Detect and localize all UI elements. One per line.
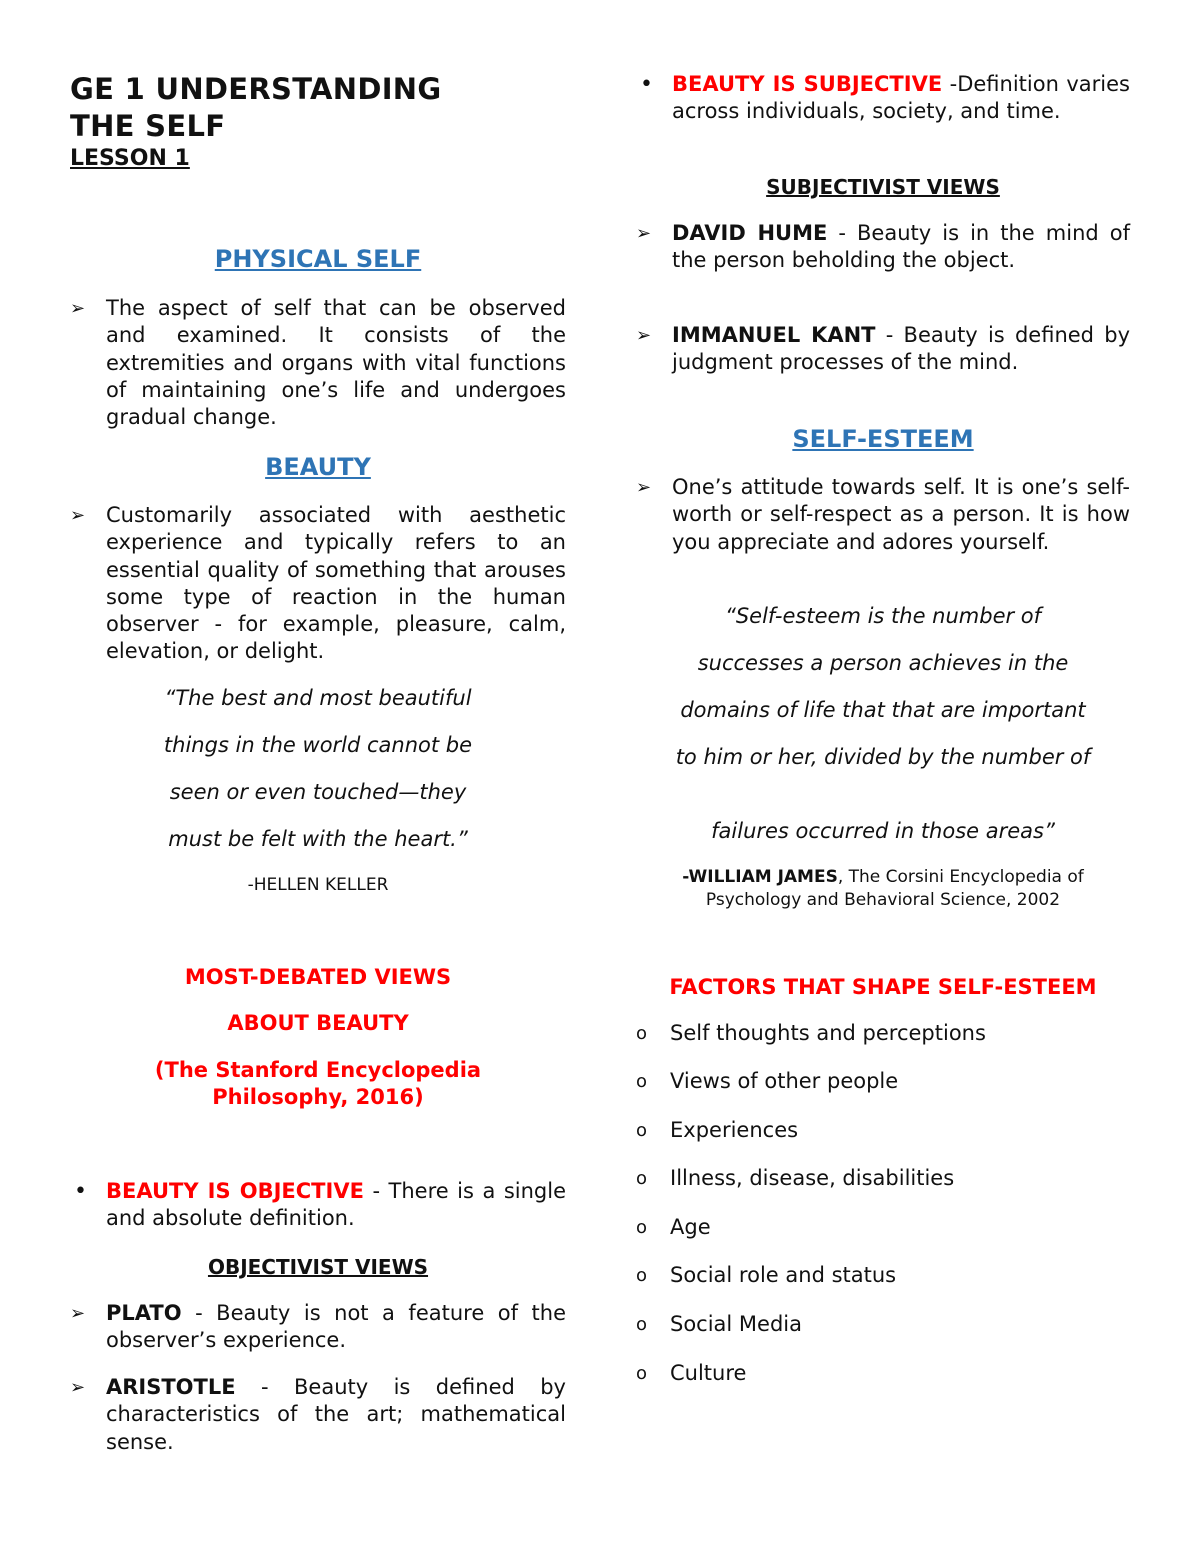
- beauty-item: [70, 502, 566, 666]
- dot-bullet-icon: •: [640, 72, 653, 97]
- keller-attribution: -HELLEN KELLER: [247, 875, 389, 895]
- factor-text: Self thoughts and perceptions: [670, 1021, 986, 1045]
- plato-name: PLATO: [106, 1301, 182, 1325]
- factor-item: [636, 1020, 1130, 1047]
- arrow-bullet-icon: ➢: [70, 298, 86, 319]
- factor-item: [636, 1214, 1130, 1241]
- subjectivist-views-heading: SUBJECTIVIST VIEWS: [766, 175, 1000, 199]
- subjective-text: -Definition varies across individuals, society, and time.: [672, 72, 1130, 124]
- arrow-bullet-icon: ➢: [636, 223, 652, 244]
- keller-quote-line: must be felt with the heart.”: [168, 827, 468, 851]
- beauty-heading: BEAUTY: [265, 453, 371, 481]
- physical-self-text: The aspect of self that can be observed and examined. It consists of the extremities and organs with vital functions of maintaining one’s life and undergoes gradual change.: [106, 296, 566, 430]
- james-quote-line: to him or her, divided by the number of: [675, 745, 1091, 769]
- factor-item: [636, 1311, 1130, 1338]
- kant-item: [636, 322, 1130, 377]
- factors-heading: FACTORS THAT SHAPE SELF-ESTEEM: [669, 975, 1097, 999]
- factor-text: Views of other people: [670, 1069, 899, 1093]
- self-esteem-text: One’s attitude towards self. It is one’s self-worth or self-respect as a person. It is how you appreciate and adores yourself.: [672, 475, 1130, 554]
- circle-bullet-icon: o: [636, 1023, 648, 1044]
- subjective-item: [636, 71, 1130, 126]
- factor-text: Experiences: [670, 1118, 799, 1142]
- objectivist-views-heading: OBJECTIVIST VIEWS: [207, 1255, 429, 1279]
- aristotle-text: - Beauty is defined by characteristics of the art; mathematical sense.: [106, 1375, 566, 1454]
- factor-item: [636, 1068, 1130, 1095]
- factor-item: [636, 1262, 1130, 1289]
- objective-label: BEAUTY IS OBJECTIVE: [106, 1179, 364, 1203]
- arrow-bullet-icon: ➢: [70, 1303, 86, 1324]
- objective-text: - There is a single and absolute definition.: [106, 1179, 566, 1231]
- james-quote-line: failures occurred in those areas”: [711, 819, 1055, 843]
- james-attribution: [636, 866, 1130, 889]
- circle-bullet-icon: o: [636, 1363, 648, 1384]
- factor-item: [636, 1117, 1130, 1144]
- arrow-bullet-icon: ➢: [70, 505, 86, 526]
- aristotle-name: ARISTOTLE: [106, 1375, 236, 1399]
- arrow-bullet-icon: ➢: [70, 1377, 86, 1398]
- circle-bullet-icon: o: [636, 1168, 648, 1189]
- factor-text: Social role and status: [670, 1263, 897, 1287]
- objective-item: [70, 1178, 566, 1233]
- kant-text: - Beauty is defined by judgment processes of the mind.: [672, 323, 1130, 375]
- document-title-line1: GE 1 UNDERSTANDING: [70, 72, 442, 106]
- kant-name: IMMANUEL KANT: [672, 323, 876, 347]
- self-esteem-heading: SELF-ESTEEM: [792, 425, 974, 453]
- circle-bullet-icon: o: [636, 1314, 648, 1335]
- subjective-label: BEAUTY IS SUBJECTIVE: [672, 72, 943, 96]
- james-attribution-line2: Psychology and Behavioral Science, 2002: [705, 890, 1061, 910]
- self-esteem-item: [636, 474, 1130, 556]
- debated-views-heading: MOST-DEBATED VIEWS: [184, 965, 452, 989]
- hume-text: - Beauty is in the mind of the person beholding the object.: [672, 221, 1131, 273]
- arrow-bullet-icon: ➢: [636, 325, 652, 346]
- circle-bullet-icon: o: [636, 1071, 648, 1092]
- james-quote-line: domains of life that that are important: [680, 698, 1086, 722]
- factor-item: [636, 1360, 1130, 1387]
- factor-item: [636, 1165, 1130, 1192]
- james-quote-line: successes a person achieves in the: [697, 651, 1069, 675]
- circle-bullet-icon: o: [636, 1120, 648, 1141]
- physical-self-heading: PHYSICAL SELF: [214, 245, 422, 273]
- factor-text: Culture: [670, 1361, 747, 1385]
- factor-text: Social Media: [670, 1312, 803, 1336]
- hume-name: DAVID HUME: [672, 221, 828, 245]
- physical-self-item: [70, 295, 566, 431]
- james-attribution-source: , The Corsini Encyclopedia of: [837, 867, 1084, 887]
- lesson-label: LESSON 1: [70, 146, 190, 171]
- james-quote-line: “Self-esteem is the number of: [724, 604, 1042, 628]
- debated-source-line2: Philosophy, 2016): [212, 1085, 424, 1109]
- arrow-bullet-icon: ➢: [636, 477, 652, 498]
- aristotle-item: [70, 1374, 566, 1456]
- plato-item: [70, 1300, 566, 1355]
- beauty-text: Customarily associated with aesthetic experience and typically refers to an essential quality of something that arouses some type of reaction in the human observer - for example, pleasure, calm, elevation, or delight.: [106, 503, 566, 664]
- keller-quote-line: things in the world cannot be: [163, 733, 473, 757]
- dot-bullet-icon: •: [74, 1179, 87, 1204]
- circle-bullet-icon: o: [636, 1217, 648, 1238]
- factor-text: Age: [670, 1215, 711, 1239]
- circle-bullet-icon: o: [636, 1265, 648, 1286]
- factor-text: Illness, disease, disabilities: [670, 1166, 955, 1190]
- document-title-line2: THE SELF: [70, 109, 226, 143]
- debated-views-heading-2: ABOUT BEAUTY: [227, 1011, 409, 1035]
- hume-item: [636, 220, 1130, 275]
- james-attribution-name: -WILLIAM JAMES: [682, 867, 838, 887]
- plato-text: - Beauty is not a feature of the observer’s experience.: [106, 1301, 566, 1353]
- keller-quote-line: seen or even touched—they: [169, 780, 467, 804]
- debated-source-line1: (The Stanford Encyclopedia: [154, 1058, 482, 1082]
- keller-quote-line: “The best and most beautiful: [164, 686, 472, 710]
